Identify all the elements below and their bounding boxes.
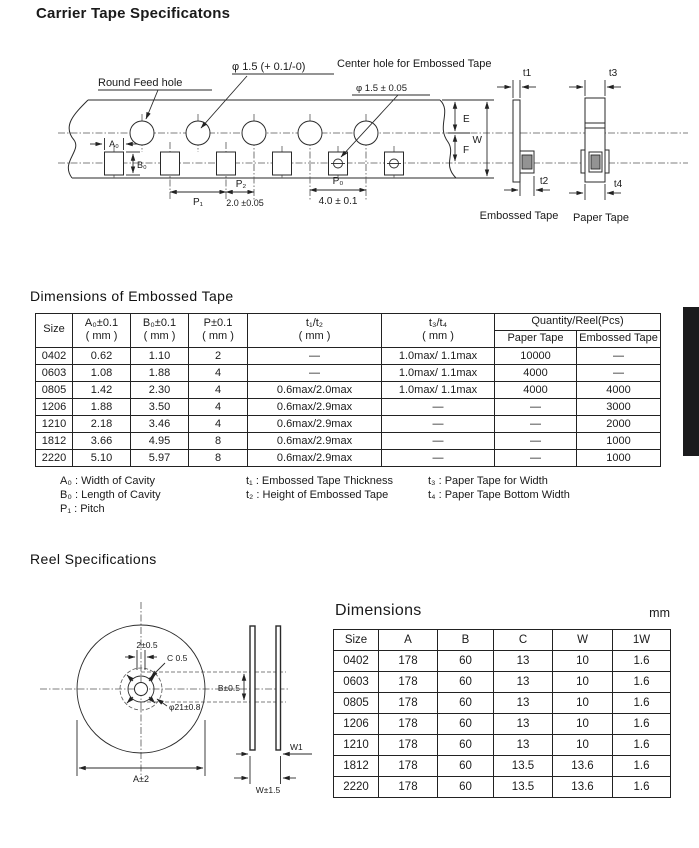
- col-header-p-label: P±0.1: [203, 316, 233, 329]
- embossed-section-heading: Dimensions of Embossed Tape: [30, 288, 234, 304]
- table-cell: 13.5: [494, 756, 553, 777]
- col-header-a0-unit: ( mm ): [85, 330, 118, 343]
- label-round-feed-hole: Round Feed hole: [98, 77, 183, 89]
- footnote-t1: t₁ : Embossed Tape Thickness: [246, 475, 393, 487]
- table-cell: 60: [438, 693, 494, 714]
- footnote-column-1: [60, 474, 161, 516]
- table-cell: 4: [189, 381, 248, 398]
- footnote-p1: P₁ : Pitch: [60, 503, 105, 515]
- label-w1: W1: [290, 742, 303, 752]
- cavity: [105, 152, 124, 175]
- col-header-paper-tape: Paper Tape: [495, 330, 577, 347]
- col-header-b0-label: B₀±0.1: [142, 316, 177, 329]
- table-cell: 10: [553, 693, 613, 714]
- table-cell: 178: [379, 735, 438, 756]
- component: [522, 155, 532, 169]
- table-cell: 1812: [36, 432, 73, 449]
- table-cell: 13: [494, 735, 553, 756]
- table-cell: 8: [189, 449, 248, 466]
- component: [591, 155, 600, 169]
- table-cell: 60: [438, 756, 494, 777]
- feed-hole: [186, 121, 210, 145]
- label-dim-f: F: [463, 145, 470, 156]
- embossed-tape-table: [35, 313, 661, 467]
- table-cell: 60: [438, 672, 494, 693]
- table-cell: 2.30: [131, 381, 189, 398]
- table-cell: 10000: [495, 347, 577, 364]
- table-cell: 5.10: [73, 449, 131, 466]
- footnote-column-2: [246, 474, 393, 502]
- tape-right-break: [440, 100, 456, 178]
- table-cell: 0402: [36, 347, 73, 364]
- label-t1: t1: [522, 68, 532, 79]
- table-cell: 1.0max/ 1.1max: [382, 364, 495, 381]
- label-p2: P₂: [235, 179, 247, 190]
- table-cell: —: [495, 449, 577, 466]
- table-cell: 13.5: [494, 777, 553, 798]
- col-header-b0: [131, 314, 189, 348]
- table-cell: 178: [379, 756, 438, 777]
- label-p1: P₁: [192, 197, 204, 208]
- table-cell: 1.6: [613, 777, 671, 798]
- label-paper-tape: Paper Tape: [572, 212, 630, 224]
- table-cell: 10: [553, 735, 613, 756]
- footnote-b0: B₀ : Length of Cavity: [60, 489, 161, 501]
- reel-diagram: [40, 590, 340, 820]
- table-cell: 1206: [36, 398, 73, 415]
- table-cell: —: [382, 432, 495, 449]
- label-b0: B₀: [137, 160, 147, 170]
- table-cell: 0402: [334, 651, 379, 672]
- table-cell: 3000: [577, 398, 661, 415]
- reel-side-flange: [250, 626, 255, 750]
- table-cell: 1.08: [73, 364, 131, 381]
- label-feed-hole-dia: φ 1.5 (+ 0.1/-0): [232, 61, 306, 73]
- label-t2: t2: [539, 176, 549, 187]
- table-cell: 4: [189, 415, 248, 432]
- table-cell: 1.88: [131, 364, 189, 381]
- reel-col-1w: 1W: [613, 630, 671, 651]
- table-cell: 60: [438, 714, 494, 735]
- table-cell: 13: [494, 672, 553, 693]
- table-cell: 1.6: [613, 693, 671, 714]
- table-cell: 1.6: [613, 714, 671, 735]
- label-w: W±1.5: [255, 785, 281, 795]
- col-header-t3t4: [382, 314, 495, 348]
- label-dim-e: E: [463, 114, 470, 125]
- table-cell: 1812: [334, 756, 379, 777]
- table-cell: —: [382, 449, 495, 466]
- table-cell: —: [382, 415, 495, 432]
- table-cell: 13.6: [553, 777, 613, 798]
- label-hub-slot: 2±0.5: [136, 640, 158, 650]
- table-cell: 178: [379, 693, 438, 714]
- reel-table-body: [334, 651, 671, 798]
- cavity: [161, 152, 180, 175]
- label-center-hole: Center hole for Embossed Tape: [337, 58, 492, 70]
- table-row: [36, 415, 661, 432]
- table-cell: 1.0max/ 1.1max: [382, 381, 495, 398]
- label-p2-value: 2.0 ±0.05: [226, 198, 264, 208]
- label-b: B±0.5: [217, 683, 240, 693]
- table-row: [36, 347, 661, 364]
- label-t4: t4: [613, 179, 623, 190]
- col-header-p: [189, 314, 248, 348]
- col-header-quantity: Quantity/Reel(Pcs): [495, 314, 661, 331]
- col-header-embossed-tape: Embossed Tape: [577, 330, 661, 347]
- table-row: [334, 651, 671, 672]
- reel-table-title: Dimensions: [335, 602, 422, 619]
- col-header-t1t2-label: t₁/t₂: [305, 316, 324, 329]
- table-cell: 0805: [36, 381, 73, 398]
- table-cell: 4: [189, 398, 248, 415]
- table-cell: 178: [379, 672, 438, 693]
- paper-tab: [605, 150, 609, 173]
- table-cell: —: [495, 432, 577, 449]
- feed-hole: [354, 121, 378, 145]
- table-cell: 2000: [577, 415, 661, 432]
- table-cell: 1.0max/ 1.1max: [382, 347, 495, 364]
- cavity: [273, 152, 292, 175]
- table-cell: 4000: [577, 381, 661, 398]
- table-cell: 1210: [334, 735, 379, 756]
- table-cell: 3.50: [131, 398, 189, 415]
- table-row: [334, 735, 671, 756]
- label-hub-dia: φ21±0.8: [169, 702, 201, 712]
- table-cell: 1.6: [613, 651, 671, 672]
- table-cell: 0603: [36, 364, 73, 381]
- table-cell: 4000: [495, 381, 577, 398]
- footnote-t2: t₂ : Height of Embossed Tape: [246, 489, 389, 501]
- table-cell: 2220: [334, 777, 379, 798]
- label-embossed-tape: Embossed Tape: [479, 210, 559, 222]
- table-cell: 4.95: [131, 432, 189, 449]
- col-header-b0-unit: ( mm ): [143, 330, 176, 343]
- table-cell: —: [495, 415, 577, 432]
- table-cell: 0.6max/2.9max: [248, 398, 382, 415]
- table-cell: 10: [553, 672, 613, 693]
- reel-side-flange: [276, 626, 281, 750]
- table-cell: 1.10: [131, 347, 189, 364]
- reel-col-b: B: [438, 630, 494, 651]
- table-cell: 178: [379, 651, 438, 672]
- table-cell: 1000: [577, 432, 661, 449]
- reel-table-unit: mm: [649, 606, 670, 620]
- table-cell: 0603: [334, 672, 379, 693]
- table-cell: 4: [189, 364, 248, 381]
- embossed-table-body: [36, 347, 661, 466]
- table-cell: 60: [438, 735, 494, 756]
- table-cell: —: [577, 347, 661, 364]
- table-row: [36, 449, 661, 466]
- col-header-size: Size: [36, 314, 73, 348]
- table-cell: 13: [494, 714, 553, 735]
- label-p0: P₀: [332, 176, 344, 187]
- carrier-tape-diagram: [0, 50, 699, 255]
- table-cell: 3.46: [131, 415, 189, 432]
- reel-arbor-hole: [135, 683, 148, 696]
- table-cell: 60: [438, 651, 494, 672]
- table-cell: 13: [494, 651, 553, 672]
- table-cell: —: [577, 364, 661, 381]
- table-cell: —: [382, 398, 495, 415]
- table-cell: 1.42: [73, 381, 131, 398]
- table-row: [36, 398, 661, 415]
- label-dim-w: W: [472, 135, 482, 146]
- col-header-t1t2-unit: ( mm ): [298, 330, 331, 343]
- table-cell: 0.6max/2.0max: [248, 381, 382, 398]
- table-row: [36, 432, 661, 449]
- table-cell: 8: [189, 432, 248, 449]
- table-cell: 10: [553, 714, 613, 735]
- table-row: [334, 714, 671, 735]
- table-row: [36, 364, 661, 381]
- reel-col-size: Size: [334, 630, 379, 651]
- table-cell: 60: [438, 777, 494, 798]
- table-cell: 13.6: [553, 756, 613, 777]
- table-cell: 0.62: [73, 347, 131, 364]
- table-cell: 1.6: [613, 672, 671, 693]
- page-edge-tab: [683, 307, 699, 456]
- col-header-a0-label: A₀±0.1: [84, 316, 119, 329]
- page-title: Carrier Tape Specificatons: [36, 5, 231, 22]
- table-cell: 5.97: [131, 449, 189, 466]
- col-header-a0: [73, 314, 131, 348]
- table-row: [36, 381, 661, 398]
- footnote-t3: t₃ : Paper Tape for Width: [428, 475, 548, 487]
- feed-hole: [242, 121, 266, 145]
- paper-tab: [581, 150, 585, 173]
- tape-left-break: [68, 100, 88, 178]
- footnote-column-3: [428, 474, 570, 502]
- table-cell: 1.88: [73, 398, 131, 415]
- feed-hole: [130, 121, 154, 145]
- col-header-t1t2: [248, 314, 382, 348]
- table-cell: 3.66: [73, 432, 131, 449]
- table-cell: 1.6: [613, 756, 671, 777]
- table-cell: —: [248, 347, 382, 364]
- reel-dimensions-table: [333, 629, 671, 798]
- table-cell: 0805: [334, 693, 379, 714]
- table-cell: 1.6: [613, 735, 671, 756]
- table-row: [334, 693, 671, 714]
- table-cell: 10: [553, 651, 613, 672]
- table-row: [334, 777, 671, 798]
- table-cell: —: [248, 364, 382, 381]
- table-cell: 1206: [334, 714, 379, 735]
- cavity: [217, 152, 236, 175]
- reel-col-c: C: [494, 630, 553, 651]
- table-cell: 13: [494, 693, 553, 714]
- table-cell: 0.6max/2.9max: [248, 432, 382, 449]
- table-cell: 4000: [495, 364, 577, 381]
- table-row: [334, 756, 671, 777]
- label-center-hole-dia: φ 1.5 ± 0.05: [356, 83, 407, 94]
- footnote-a0: A₀ : Width of Cavity: [60, 475, 156, 487]
- table-cell: 0.6max/2.9max: [248, 415, 382, 432]
- table-cell: 1210: [36, 415, 73, 432]
- table-cell: 2: [189, 347, 248, 364]
- reel-col-a: A: [379, 630, 438, 651]
- label-t3: t3: [608, 68, 618, 79]
- feed-hole: [298, 121, 322, 145]
- table-cell: 2220: [36, 449, 73, 466]
- table-cell: 178: [379, 777, 438, 798]
- footnote-t4: t₄ : Paper Tape Bottom Width: [428, 489, 570, 501]
- table-row: [334, 672, 671, 693]
- table-cell: 0.6max/2.9max: [248, 449, 382, 466]
- label-a0: A₀: [109, 139, 119, 149]
- label-p0-value: 4.0 ± 0.1: [318, 196, 358, 207]
- table-cell: 178: [379, 714, 438, 735]
- table-cell: 1000: [577, 449, 661, 466]
- label-a: A±2: [133, 774, 149, 784]
- col-header-p-unit: ( mm ): [202, 330, 234, 343]
- col-header-t3t4-unit: ( mm ): [422, 330, 454, 343]
- reel-section-heading: Reel Specifications: [30, 551, 157, 567]
- col-header-t3t4-label: t₃/t₄: [428, 316, 448, 329]
- reel-col-w: W: [553, 630, 613, 651]
- label-c: C 0.5: [167, 653, 188, 663]
- table-cell: 2.18: [73, 415, 131, 432]
- embossed-section: [513, 100, 520, 182]
- table-cell: —: [495, 398, 577, 415]
